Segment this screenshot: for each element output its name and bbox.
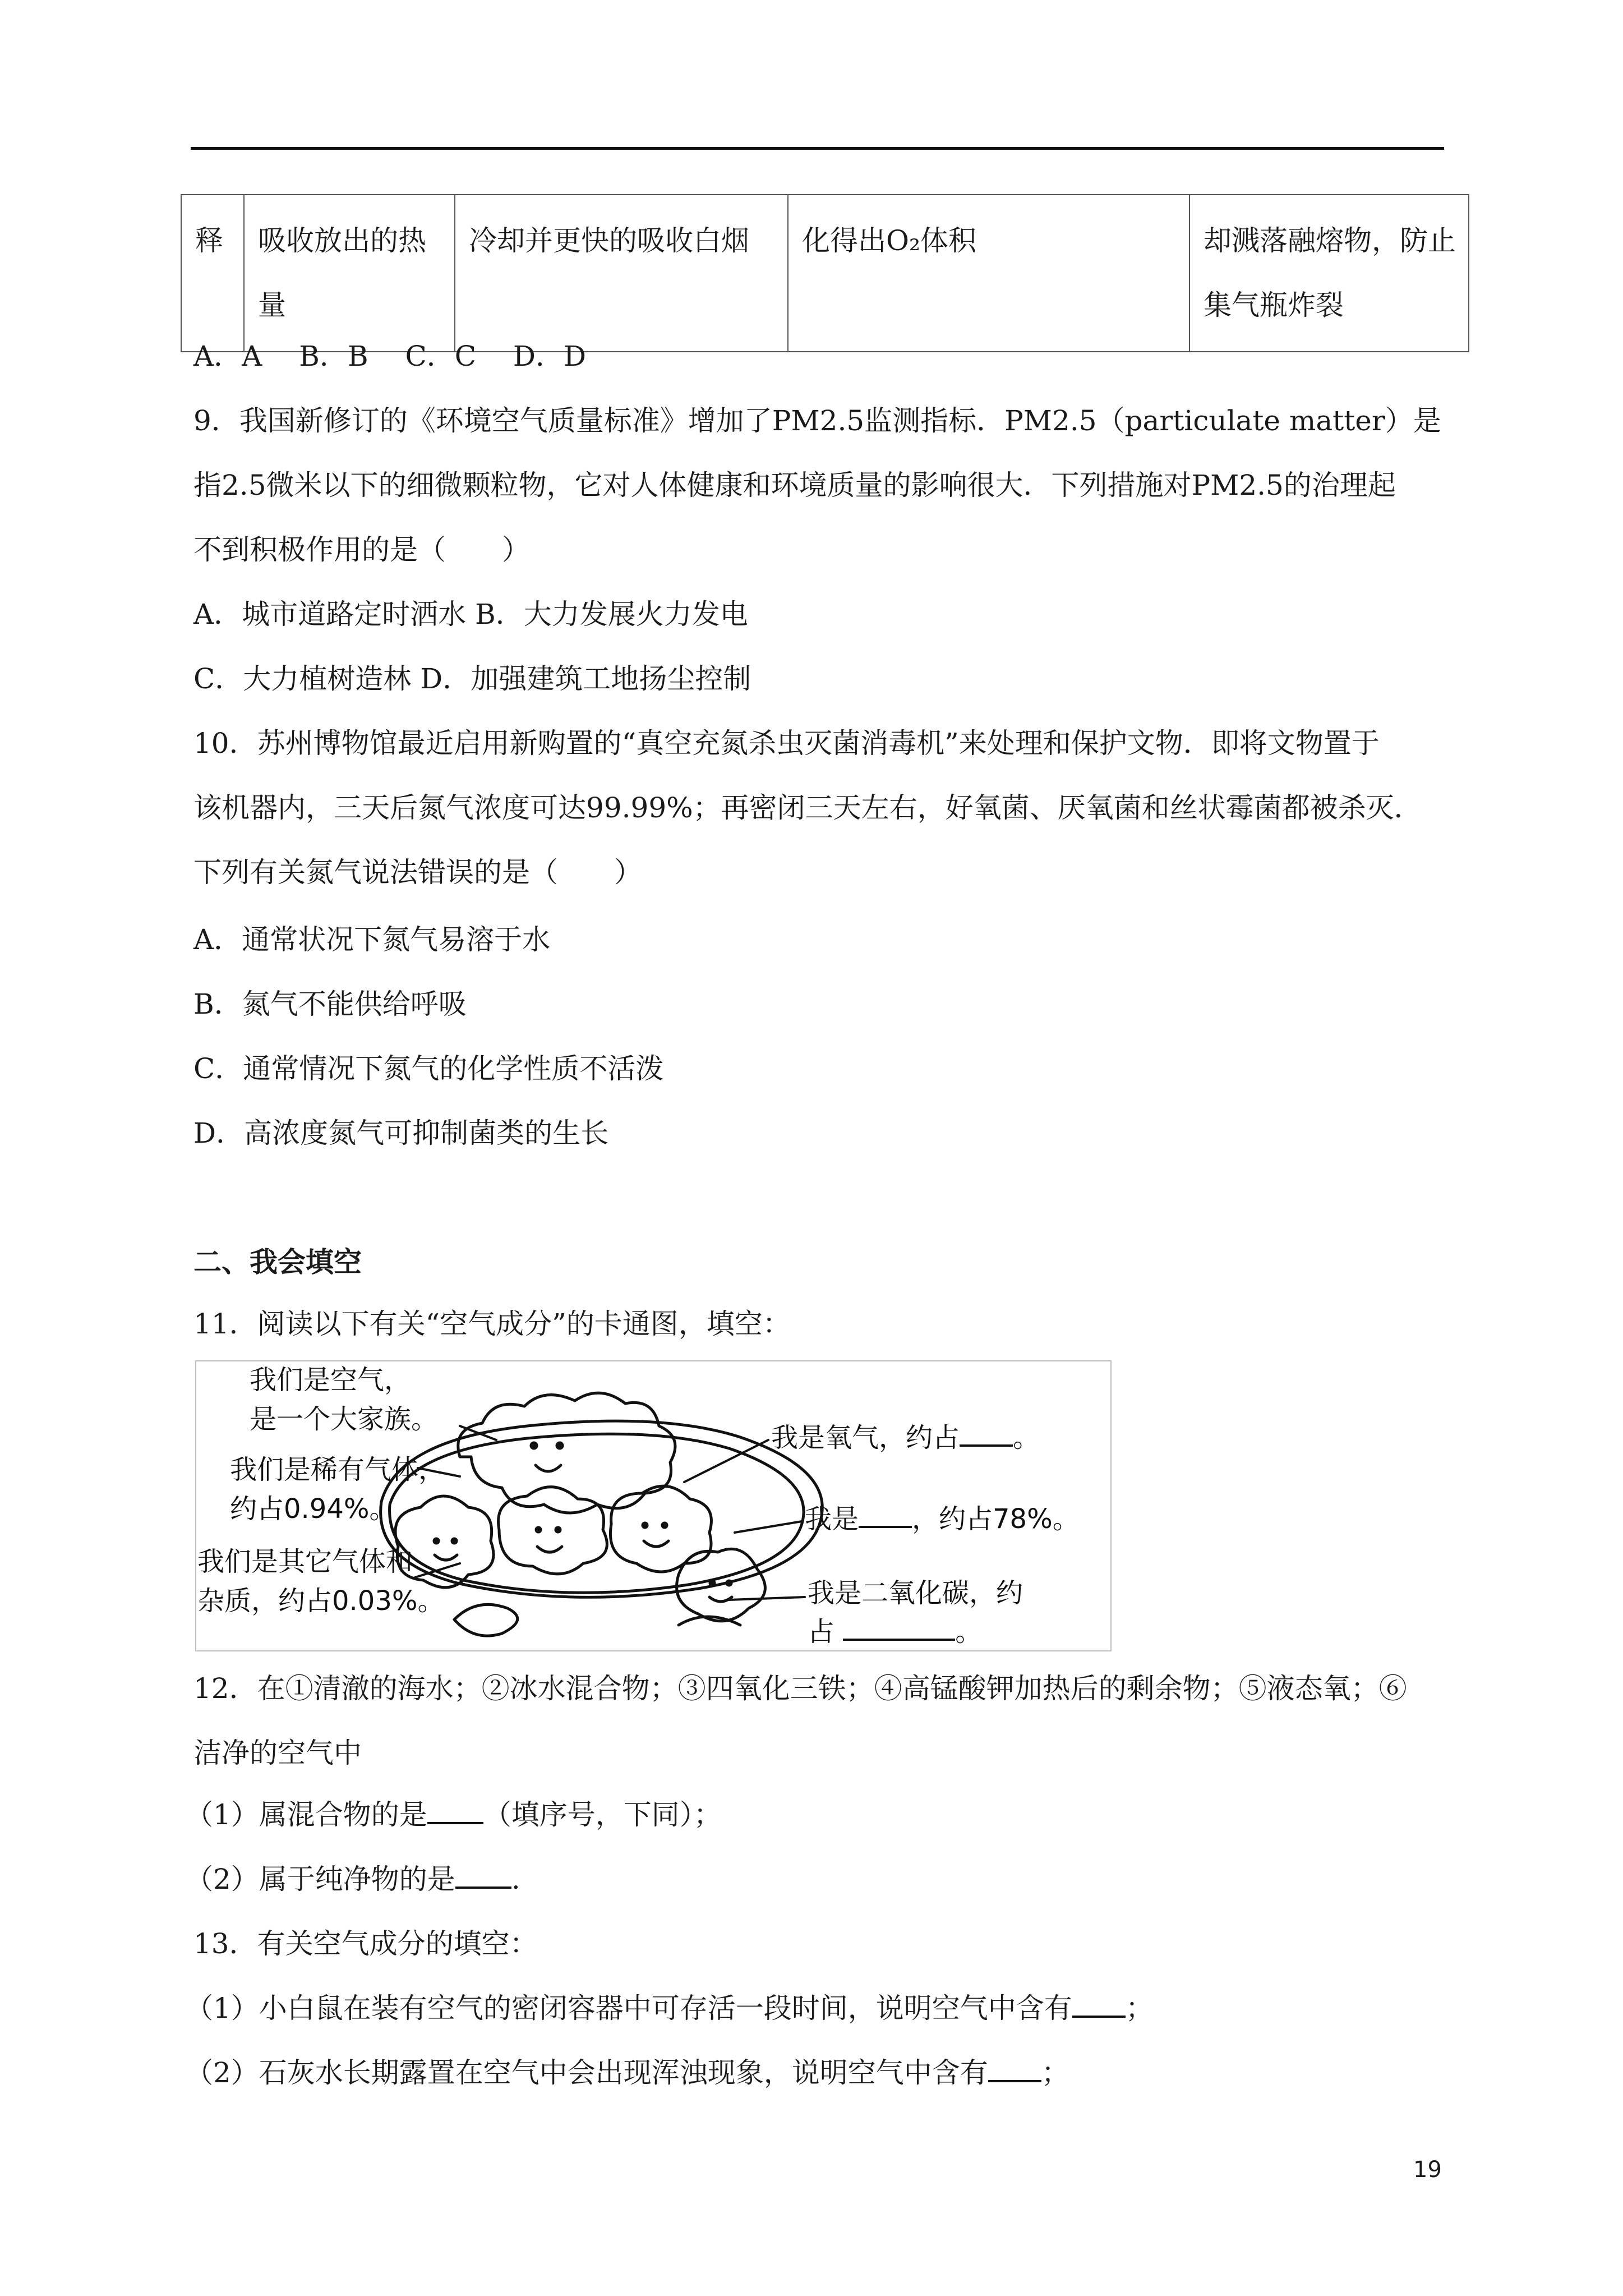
page-number: 19 (1413, 2157, 1442, 2183)
q9-stem-line3: 不到积极作用的是（ ） (193, 533, 530, 566)
q13-part2-suffix: ； (1041, 2056, 1069, 2089)
q12-part1-blank[interactable] (427, 1795, 483, 1824)
label-oxygen-end: 。 (1013, 1422, 1040, 1453)
q11-stem: 11．阅读以下有关“空气成分”的卡通图，填空： (193, 1308, 791, 1340)
q10-stem-line3: 下列有关氮气说法错误的是（ ） (193, 856, 642, 889)
label-co2-text: 占 (808, 1616, 843, 1648)
nitrogen-answer-blank (859, 1499, 912, 1528)
label-co2-line1: 我是二氧化碳，约 (808, 1577, 1023, 1609)
header-rule (191, 147, 1444, 150)
table-row (181, 195, 1469, 352)
q13-stem: 13．有关空气成分的填空： (193, 1927, 538, 1960)
oxygen-answer-blank (960, 1418, 1013, 1447)
label-rare-gas-line2: 约占0.94%。 (230, 1493, 396, 1525)
label-oxygen (771, 1418, 1040, 1457)
label-nitrogen (805, 1499, 1080, 1539)
q12-stem-line1: 12．在①清澈的海水；②冰水混合物；③四氧化三铁；④高锰酸钾加热后的剩余物；⑤液态氧；⑥ (193, 1672, 1407, 1705)
q13-part2 (185, 2053, 1069, 2092)
label-co2-end: 。 (955, 1616, 983, 1648)
q12-part1-suffix: （填序号，下同）； (483, 1798, 722, 1831)
label-air-line2: 是一个大家族。 (250, 1404, 439, 1435)
q13-part1-blank[interactable] (1072, 1989, 1126, 2018)
answer-table-continuation (181, 194, 1469, 352)
q13-part1-suffix: ； (1125, 1992, 1154, 2024)
section-title: 二、我会填空 (193, 1246, 362, 1278)
q12-stem-line2: 洁净的空气中 (193, 1737, 362, 1769)
q10-option-a: A．通常状况下氮气易溶于水 (193, 923, 551, 956)
air-composition-cartoon (195, 1360, 1112, 1651)
q12-part1 (185, 1795, 722, 1834)
q12-part2-suffix: . (511, 1863, 520, 1895)
q13-part2-text: （2）石灰水长期露置在空气中会出现浑浊现象，说明空气中含有 (185, 2056, 988, 2089)
q9-stem-line1: 9．我国新修订的《环境空气质量标准》增加了PM2.5监测指标．PM2.5（particulate matter）是 (193, 404, 1441, 437)
label-other-gas-line2: 杂质，约占0.03%。 (197, 1585, 445, 1617)
q10-option-b: B．氮气不能供给呼吸 (193, 988, 467, 1020)
co2-answer-blank (843, 1612, 955, 1641)
q13-part1-text: （1）小白鼠在装有空气的密闭容器中可存活一段时间，说明空气中含有 (185, 1992, 1072, 2024)
q8-options: A．A B．B C．C D．D (193, 340, 587, 372)
table-cell: 冷却并更快的吸收白烟 (455, 195, 788, 352)
q10-option-d: D．高浓度氮气可抑制菌类的生长 (193, 1117, 609, 1149)
q12-part2 (185, 1860, 520, 1899)
table-cell-label: 释 (181, 195, 244, 352)
q9-stem-line2: 指2.5微米以下的细微颗粒物，它对人体健康和环境质量的影响很大．下列措施对PM2.5的治理起 (193, 469, 1396, 501)
q9-options-ab: A．城市道路定时洒水 B．大力发展火力发电 (193, 598, 748, 631)
q12-part2-blank[interactable] (455, 1860, 511, 1889)
label-air-line1: 我们是空气， (250, 1364, 412, 1396)
label-rare-gas-line1: 我们是稀有气体， (230, 1454, 446, 1485)
q13-part2-blank[interactable] (988, 2053, 1041, 2082)
table-cell: 却溅落融熔物，防止集气瓶炸裂 (1189, 195, 1469, 352)
label-other-gas-line1: 我们是其它气体和 (197, 1546, 413, 1577)
label-nitrogen-end: ，约占78%。 (912, 1503, 1080, 1535)
table-cell: 化得出O₂体积 (788, 195, 1189, 352)
q12-part2-text: （2）属于纯净物的是 (185, 1863, 455, 1895)
table-cell: 吸收放出的热量 (244, 195, 455, 352)
q9-options-cd: C．大力植树造林 D．加强建筑工地扬尘控制 (193, 662, 751, 695)
label-co2-line2 (808, 1612, 982, 1651)
q13-part1 (185, 1989, 1154, 2028)
label-oxygen-text: 我是氧气，约占 (771, 1422, 960, 1453)
q10-stem-line2: 该机器内，三天后氮气浓度可达99.99%；再密闭三天左右，好氧菌、厌氧菌和丝状霉菌都被杀灭． (193, 792, 1422, 824)
label-nitrogen-text: 我是 (805, 1503, 859, 1535)
q10-option-c: C．通常情况下氮气的化学性质不活泼 (193, 1052, 664, 1085)
q12-part1-text: （1）属混合物的是 (185, 1798, 427, 1831)
q10-stem-line1: 10．苏州博物馆最近启用新购置的“真空充氮杀虫灭菌消毒机”来处理和保护文物．即将文物置于 (193, 727, 1380, 760)
